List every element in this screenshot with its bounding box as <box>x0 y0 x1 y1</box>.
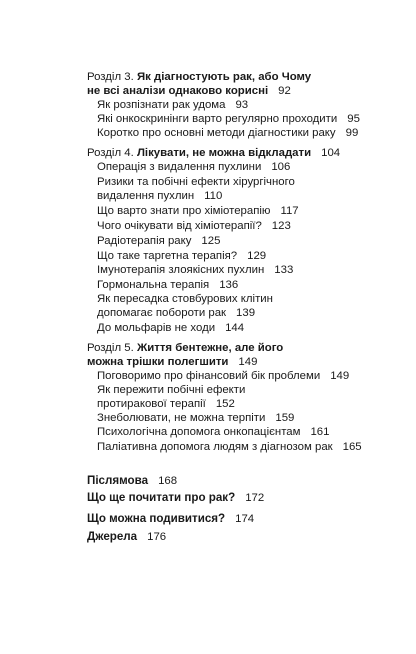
chapter-3-heading[interactable] <box>87 70 311 84</box>
toc-entry-label: Коротко про основні методи діагностики раку <box>97 127 336 139</box>
toc-entry-label: Як розпізнати рак удома <box>97 99 226 111</box>
toc-entry-page: 129 <box>247 250 267 262</box>
toc-entry[interactable] <box>97 219 291 233</box>
toc-entry-page: 159 <box>275 412 295 424</box>
toc-end-entry[interactable] <box>87 474 177 488</box>
toc-entry-label: Операція з видалення пухлини <box>97 161 262 173</box>
toc-entry-page: 139 <box>236 307 256 319</box>
toc-entry[interactable] <box>97 263 293 277</box>
toc-entry-cont[interactable] <box>97 306 255 320</box>
chapter-5-heading[interactable] <box>87 341 283 355</box>
toc-entry[interactable] <box>97 112 360 126</box>
chapter-5-heading-cont[interactable] <box>87 355 257 369</box>
chapter-4-heading[interactable] <box>87 146 340 160</box>
toc-entry-label: Які онкоскринінги варто регулярно проходити <box>97 113 338 125</box>
toc-entry[interactable] <box>97 234 220 248</box>
toc-entry-label: Паліативна допомога людям з діагнозом рак <box>97 441 333 453</box>
toc-entry-label: Гормональна терапія <box>97 279 210 291</box>
toc-end-entry[interactable] <box>87 491 264 505</box>
chapter-3-heading-cont[interactable] <box>87 84 291 98</box>
toc-entry-page: 133 <box>274 264 294 276</box>
toc-entry[interactable] <box>97 411 294 425</box>
toc-entry[interactable] <box>97 321 244 335</box>
toc-entry-label: Радіотерапія раку <box>97 235 192 247</box>
toc-entry-label: допомагає побороти рак <box>97 307 227 319</box>
toc-entry-page: 123 <box>271 220 291 232</box>
toc-entry[interactable] <box>97 204 299 218</box>
toc-entry-label: До мольфарів не ходи <box>97 322 216 334</box>
toc-end-page: 168 <box>158 475 178 487</box>
toc-entry-page: 165 <box>342 441 362 453</box>
toc-entry[interactable] <box>97 278 238 292</box>
toc-entry-label: Ризики та побічні ефекти хірургічного <box>97 176 295 188</box>
toc-entry-cont[interactable] <box>97 189 222 203</box>
toc-entry-page: 136 <box>219 279 239 291</box>
toc-entry-page: 125 <box>201 235 221 247</box>
toc-end-page: 172 <box>245 492 265 504</box>
toc-entry-page: 93 <box>235 99 249 111</box>
toc-entry-page: 144 <box>225 322 245 334</box>
toc-entry-label: Як пересадка стовбурових клітин <box>97 293 273 305</box>
chapter-5-title: Життя бентежне, але його <box>136 342 284 354</box>
toc-entry-label: протиракової терапії <box>97 398 206 410</box>
toc-entry-label: Що варто знати про хіміотерапію <box>97 205 271 217</box>
chapter-3-prefix: Розділ 3. <box>87 71 134 83</box>
toc-entry-page: 152 <box>215 398 235 410</box>
chapter-5-prefix: Розділ 5. <box>87 342 134 354</box>
toc-entry[interactable] <box>97 126 358 140</box>
toc-entry[interactable] <box>97 249 266 263</box>
toc-entry-label: видалення пухлин <box>97 190 195 202</box>
toc-entry-label: Психологічна допомога онкопацієнтам <box>97 426 301 438</box>
chapter-4-page: 104 <box>321 147 341 159</box>
toc-entry-label: Імунотерапія злоякісних пухлин <box>97 264 265 276</box>
toc-entry-label: Знеболювати, не можна терпіти <box>97 412 266 424</box>
toc-entry-page: 149 <box>330 370 350 382</box>
chapter-3-page: 92 <box>278 85 291 97</box>
toc-entry-page: 95 <box>347 113 360 125</box>
chapter-5-page: 149 <box>238 356 258 368</box>
toc-entry-label: Поговоримо про фінансовий бік проблеми <box>97 370 321 382</box>
toc-entry[interactable] <box>97 369 349 383</box>
chapter-3-title: Як діагностують рак, або Чому <box>136 71 312 83</box>
toc-end-entry[interactable] <box>87 530 166 544</box>
toc-entry[interactable] <box>97 175 295 189</box>
toc-end-label: Що можна подивитися? <box>87 512 226 525</box>
chapter-3-title-cont: не всі аналізи однаково корисні <box>87 85 269 97</box>
toc-entry-page: 106 <box>271 161 291 173</box>
toc-entry-page: 117 <box>280 205 299 217</box>
toc-entry-cont[interactable] <box>97 397 235 411</box>
toc-end-label: Що ще почитати про рак? <box>87 491 236 504</box>
toc-entry[interactable] <box>97 440 362 454</box>
toc-entry-label: Що таке таргетна терапія? <box>97 250 238 262</box>
toc-end-page: 174 <box>235 513 255 525</box>
toc-entry[interactable] <box>97 425 329 439</box>
toc-entry[interactable] <box>97 292 273 306</box>
chapter-4-prefix: Розділ 4. <box>87 147 134 159</box>
toc-entry-page: 110 <box>204 190 223 202</box>
toc-end-label: Післямова <box>87 474 149 487</box>
toc-entry-label: Чого очікувати від хіміотерапії? <box>97 220 262 232</box>
toc-entry-page: 161 <box>310 426 330 438</box>
toc-entry[interactable] <box>97 98 248 112</box>
toc-end-entry[interactable] <box>87 512 254 526</box>
toc-entry[interactable] <box>97 383 245 397</box>
toc-entry-label: Як пережити побічні ефекти <box>97 384 246 396</box>
toc-entry[interactable] <box>97 160 290 174</box>
toc-end-page: 176 <box>147 531 167 543</box>
chapter-4-title: Лікувати, не можна відкладати <box>136 147 312 159</box>
chapter-5-title-cont: можна трішки полегшити <box>87 356 229 368</box>
toc-end-label: Джерела <box>87 530 138 543</box>
toc-entry-page: 99 <box>345 127 359 139</box>
